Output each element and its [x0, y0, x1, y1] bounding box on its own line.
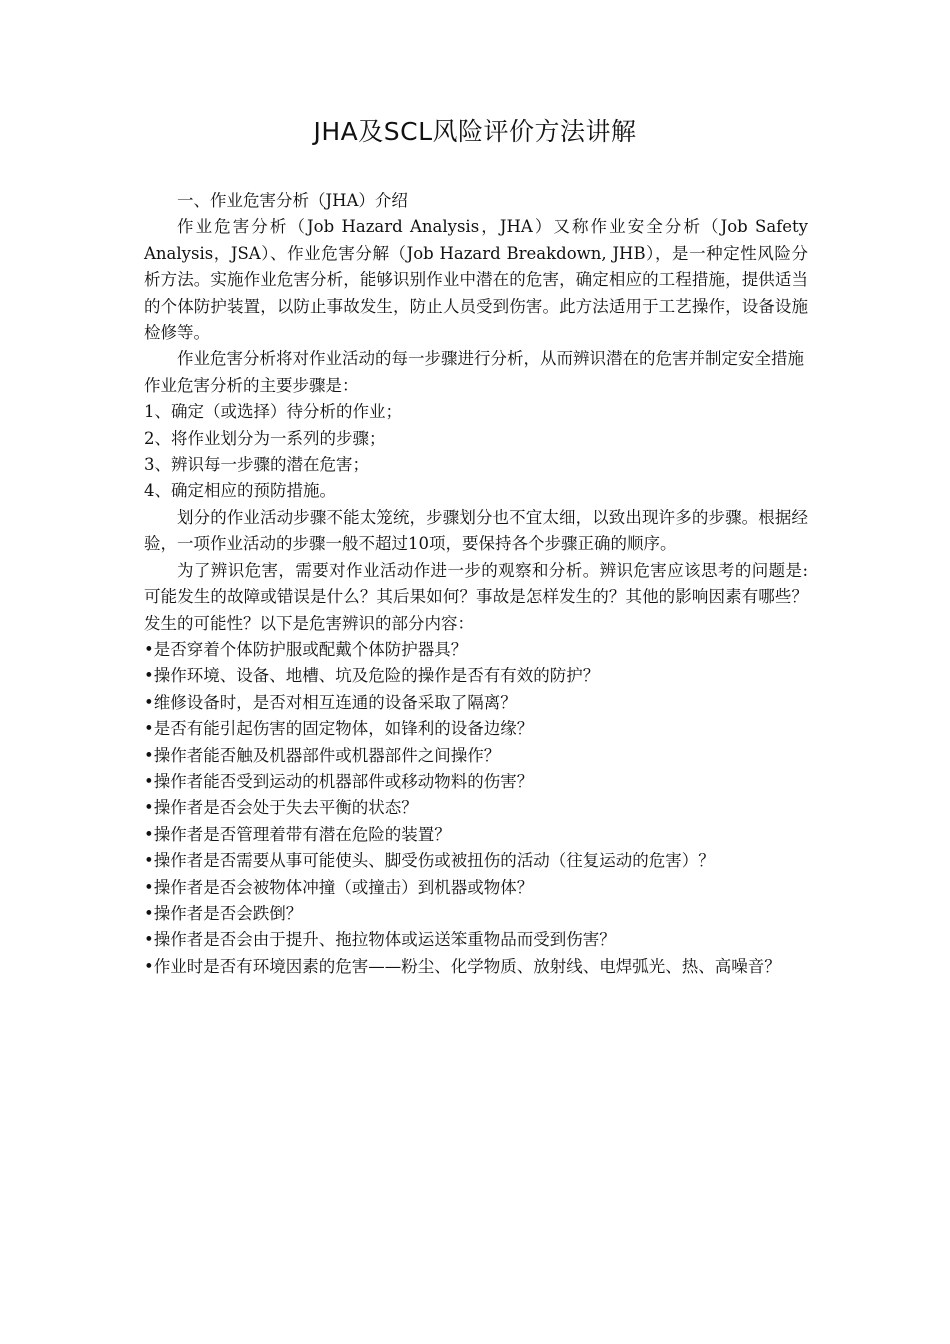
- checklist-item: •是否有能引起伤害的固定物体，如锋利的设备边缘？: [144, 719, 534, 739]
- hazard-checklist: [144, 637, 808, 980]
- steps-intro: 作业危害分析的主要步骤是：: [144, 375, 359, 395]
- steps-list: [144, 399, 808, 505]
- step-item: 3、辨识每一步骤的潜在危害；: [144, 455, 369, 475]
- step-item: 2、将作业划分为一系列的步骤；: [144, 428, 386, 448]
- paragraph-step-granularity: 划分的作业活动步骤不能太笼统，步骤划分也不宜太细，以致出现许多的步骤。根据经验，一项作业活动的步骤一般不超过10项，要保持各个步骤正确的顺序。: [144, 507, 808, 554]
- checklist-item: •操作者是否需要从事可能使头、脚受伤或被扭伤的活动（往复运动的危害）？: [144, 851, 715, 871]
- checklist-item: •操作者能否触及机器部件或机器部件之间操作？: [144, 745, 501, 765]
- checklist-item: •维修设备时，是否对相互连通的设备采取了隔离？: [144, 692, 517, 712]
- checklist-item: •操作者能否受到运动的机器部件或移动物料的伤害？: [144, 771, 534, 791]
- checklist-item: •操作者是否管理着带有潜在危险的装置？: [144, 824, 451, 844]
- paragraph-hazard-identification: 为了辨识危害，需要对作业活动作进一步的观察和分析。辨识危害应该思考的问题是:可能发生的故障或错误是什么？其后果如何？事故是怎样发生的？其他的影响因素有哪些？发生的可能性？以下是危害辨识的部分内容：: [144, 560, 808, 633]
- paragraph-jha-definition: 作业危害分析（Job Hazard Analysis，JHA）又称作业安全分析（Job Safety Analysis，JSA）、作业危害分解（Job Hazard Breakdown, JHB），是一种定性风险分析方法。实施作业危害分析，能够识别作业中潜在的危害，确定相应的工程措施，提供适当的个体防护装置，以防止事故发生，防止人员受到伤害。此方法适用于工艺操作，设备设施检修等。: [144, 217, 808, 343]
- checklist-item: •作业时是否有环境因素的危害——粉尘、化学物质、放射线、电焊弧光、热、高噪音？: [144, 956, 781, 976]
- paragraph-jha-purpose: 作业危害分析将对作业活动的每一步骤进行分析，从而辨识潜在的危害并制定安全措施: [177, 349, 804, 369]
- step-item: 4、确定相应的预防措施。: [144, 481, 336, 501]
- checklist-item: •操作者是否会处于失去平衡的状态？: [144, 798, 418, 818]
- document-body: [144, 188, 808, 980]
- step-item: 1、确定（或选择）待分析的作业；: [144, 402, 402, 422]
- checklist-item: •是否穿着个体防护服或配戴个体防护器具？: [144, 639, 468, 659]
- section-heading: 一、作业危害分析（JHA）介绍: [177, 191, 408, 210]
- checklist-item: •操作者是否会跌倒？: [144, 903, 303, 923]
- checklist-item: •操作者是否会被物体冲撞（或撞击）到机器或物体？: [144, 877, 534, 897]
- checklist-item: •操作环境、设备、地槽、坑及危险的操作是否有有效的防护？: [144, 666, 600, 686]
- document-title: JHA及SCL风险评价方法讲解: [313, 117, 637, 146]
- checklist-item: •操作者是否会由于提升、拖拉物体或运送笨重物品而受到伤害？: [144, 930, 616, 950]
